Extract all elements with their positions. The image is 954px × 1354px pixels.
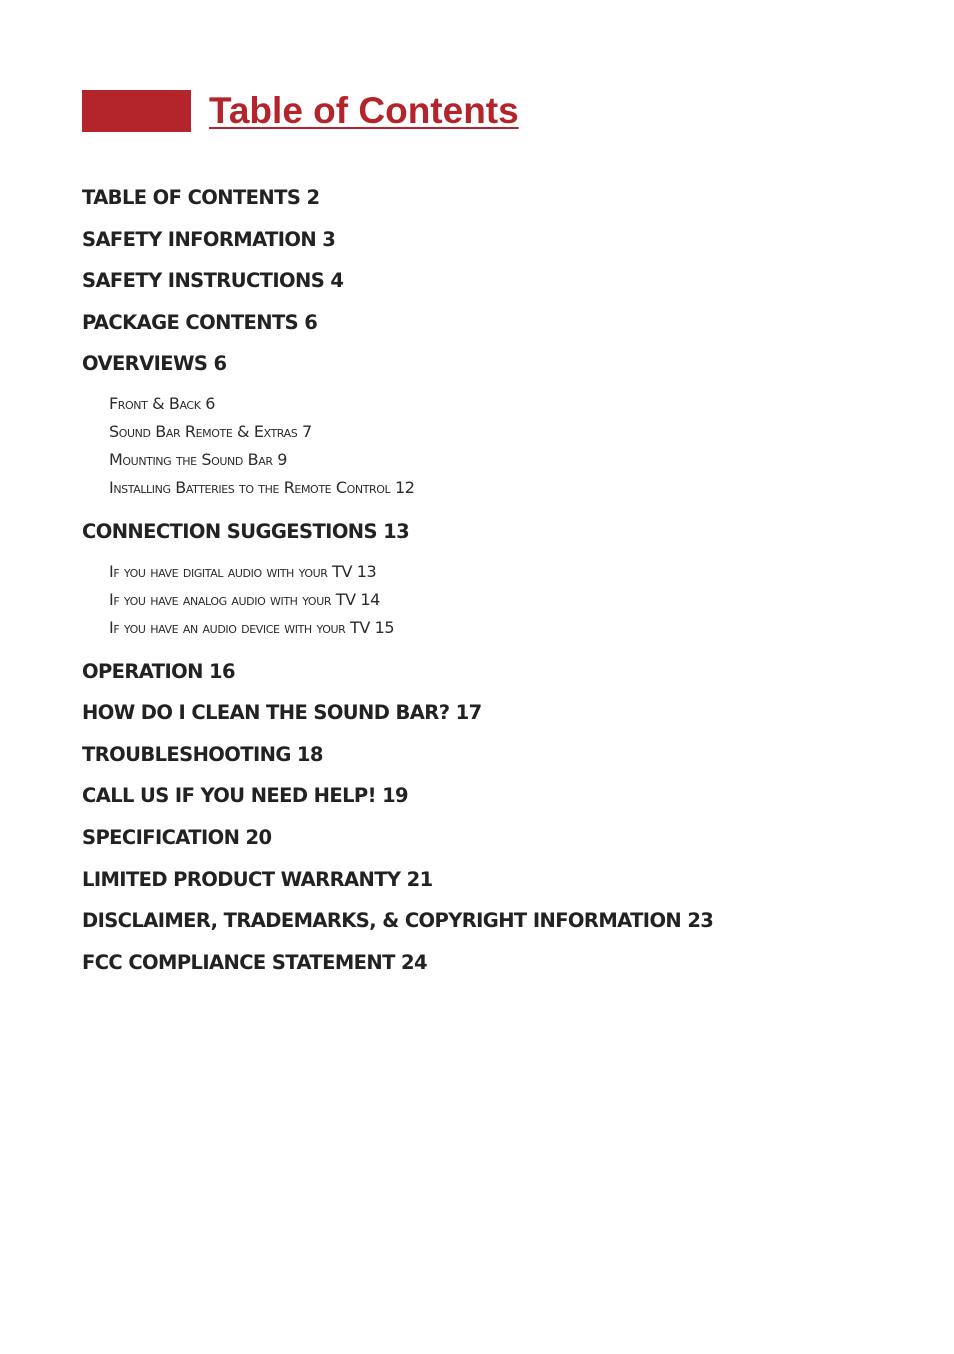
toc-entry[interactable]: FCC COMPLIANCE STATEMENT 24 [82, 950, 427, 974]
table-of-contents [82, 180, 902, 986]
toc-sub-entry[interactable]: Sound Bar Remote & Extras 7 [109, 421, 312, 441]
toc-sub-entry[interactable]: Mounting the Sound Bar 9 [109, 449, 288, 469]
toc-subsection-list [82, 388, 902, 514]
toc-sub-entry[interactable]: Front & Back 6 [109, 393, 215, 413]
toc-entry[interactable]: OPERATION 16 [82, 659, 235, 683]
toc-entry[interactable]: PACKAGE CONTENTS 6 [82, 310, 318, 334]
toc-sub-entry[interactable]: If you have analog audio with your TV 14 [109, 589, 380, 609]
toc-entry[interactable]: CONNECTION SUGGESTIONS 13 [82, 519, 410, 543]
page-title: Table of Contents [209, 90, 519, 131]
header-accent-bar [82, 90, 191, 132]
toc-sub-entry[interactable]: If you have digital audio with your TV 13 [109, 561, 377, 581]
toc-entry[interactable]: SPECIFICATION 20 [82, 825, 272, 849]
toc-entry[interactable]: LIMITED PRODUCT WARRANTY 21 [82, 867, 433, 891]
toc-subsection-list [82, 556, 902, 654]
toc-entry[interactable]: DISCLAIMER, TRADEMARKS, & COPYRIGHT INFORMATION 23 [82, 909, 714, 933]
toc-sub-entry[interactable]: If you have an audio device with your TV 15 [109, 617, 395, 637]
toc-entry[interactable]: OVERVIEWS 6 [82, 352, 227, 376]
toc-entry[interactable]: CALL US IF YOU NEED HELP! 19 [82, 784, 409, 808]
toc-entry[interactable]: HOW DO I CLEAN THE SOUND BAR? 17 [82, 701, 482, 725]
toc-entry[interactable]: TROUBLESHOOTING 18 [82, 742, 323, 766]
toc-sub-entry[interactable]: Installing Batteries to the Remote Control 12 [109, 477, 415, 497]
toc-entry[interactable]: SAFETY INSTRUCTIONS 4 [82, 269, 344, 293]
toc-entry[interactable]: TABLE OF CONTENTS 2 [82, 186, 320, 209]
toc-entry[interactable]: SAFETY INFORMATION 3 [82, 227, 336, 251]
page-header [82, 90, 519, 132]
